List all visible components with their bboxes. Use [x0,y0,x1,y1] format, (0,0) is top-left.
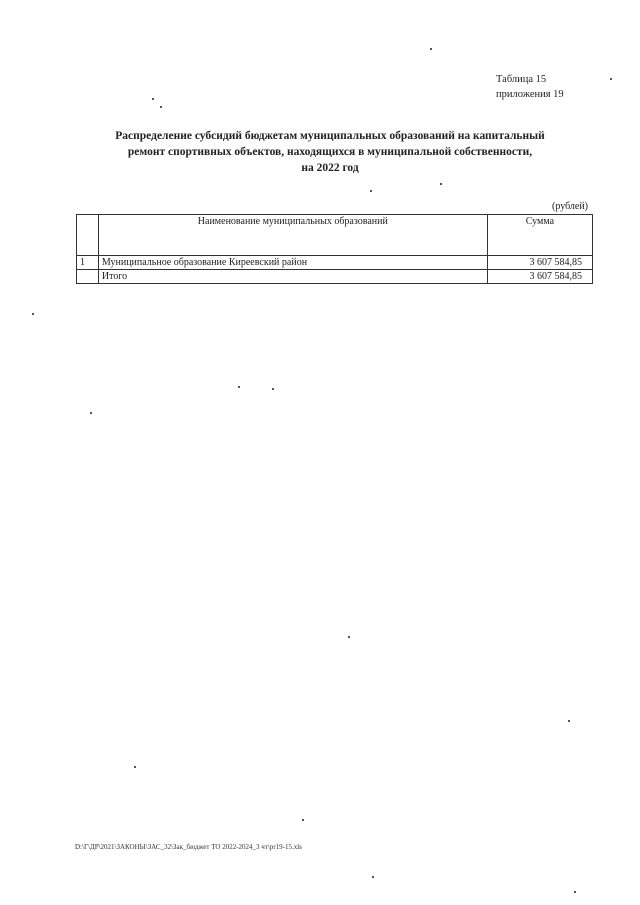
total-sum-cell: 3 607 584,85 [487,270,592,284]
scan-speck [574,891,576,893]
scan-speck [302,819,304,821]
table-number-label: Таблица 15 [496,74,547,85]
scan-speck [372,876,374,878]
units-label: (рублей) [552,201,589,212]
table-row [77,256,593,270]
title-line-3: на 2022 год [301,162,359,174]
scan-speck [272,388,274,390]
scan-speck [370,190,372,192]
scan-speck [160,106,162,108]
row-number-cell: 1 [77,256,99,270]
document-title [60,128,600,176]
appendix-label: приложения 19 [496,89,564,100]
subsidy-table [76,214,593,284]
scan-speck [430,48,432,50]
header-number-cell [77,215,99,256]
title-line-1: Распределение субсидий бюджетам муниципальных образований на капитальный [115,130,545,142]
header-sum-cell: Сумма [487,215,592,256]
total-number-cell [77,270,99,284]
title-line-2: ремонт спортивных объектов, находящихся в муниципальной собственности, [127,146,533,158]
scan-speck [238,386,240,388]
table-reference [496,72,564,102]
scan-speck [568,720,570,722]
scan-speck [610,78,612,80]
row-sum-cell: 3 607 584,85 [487,256,592,270]
scan-speck [348,636,350,638]
scan-speck [134,766,136,768]
row-name-cell: Муниципальное образование Киреевский район [98,256,487,270]
table-total-row [77,270,593,284]
scan-speck [32,313,34,315]
scan-speck [152,98,154,100]
scan-speck [90,412,92,414]
table-header-row [77,215,593,256]
scan-speck [440,183,442,185]
file-path-footer: D:\Г\ДР\2021\ЗАКОНЫ\ЗАС_32\Зак_бюджет ТО 2022-2024_3 чт\pr19-15.xls [75,843,302,851]
total-name-cell: Итого [98,270,487,284]
header-name-cell: Наименование муниципальных образований [98,215,487,256]
